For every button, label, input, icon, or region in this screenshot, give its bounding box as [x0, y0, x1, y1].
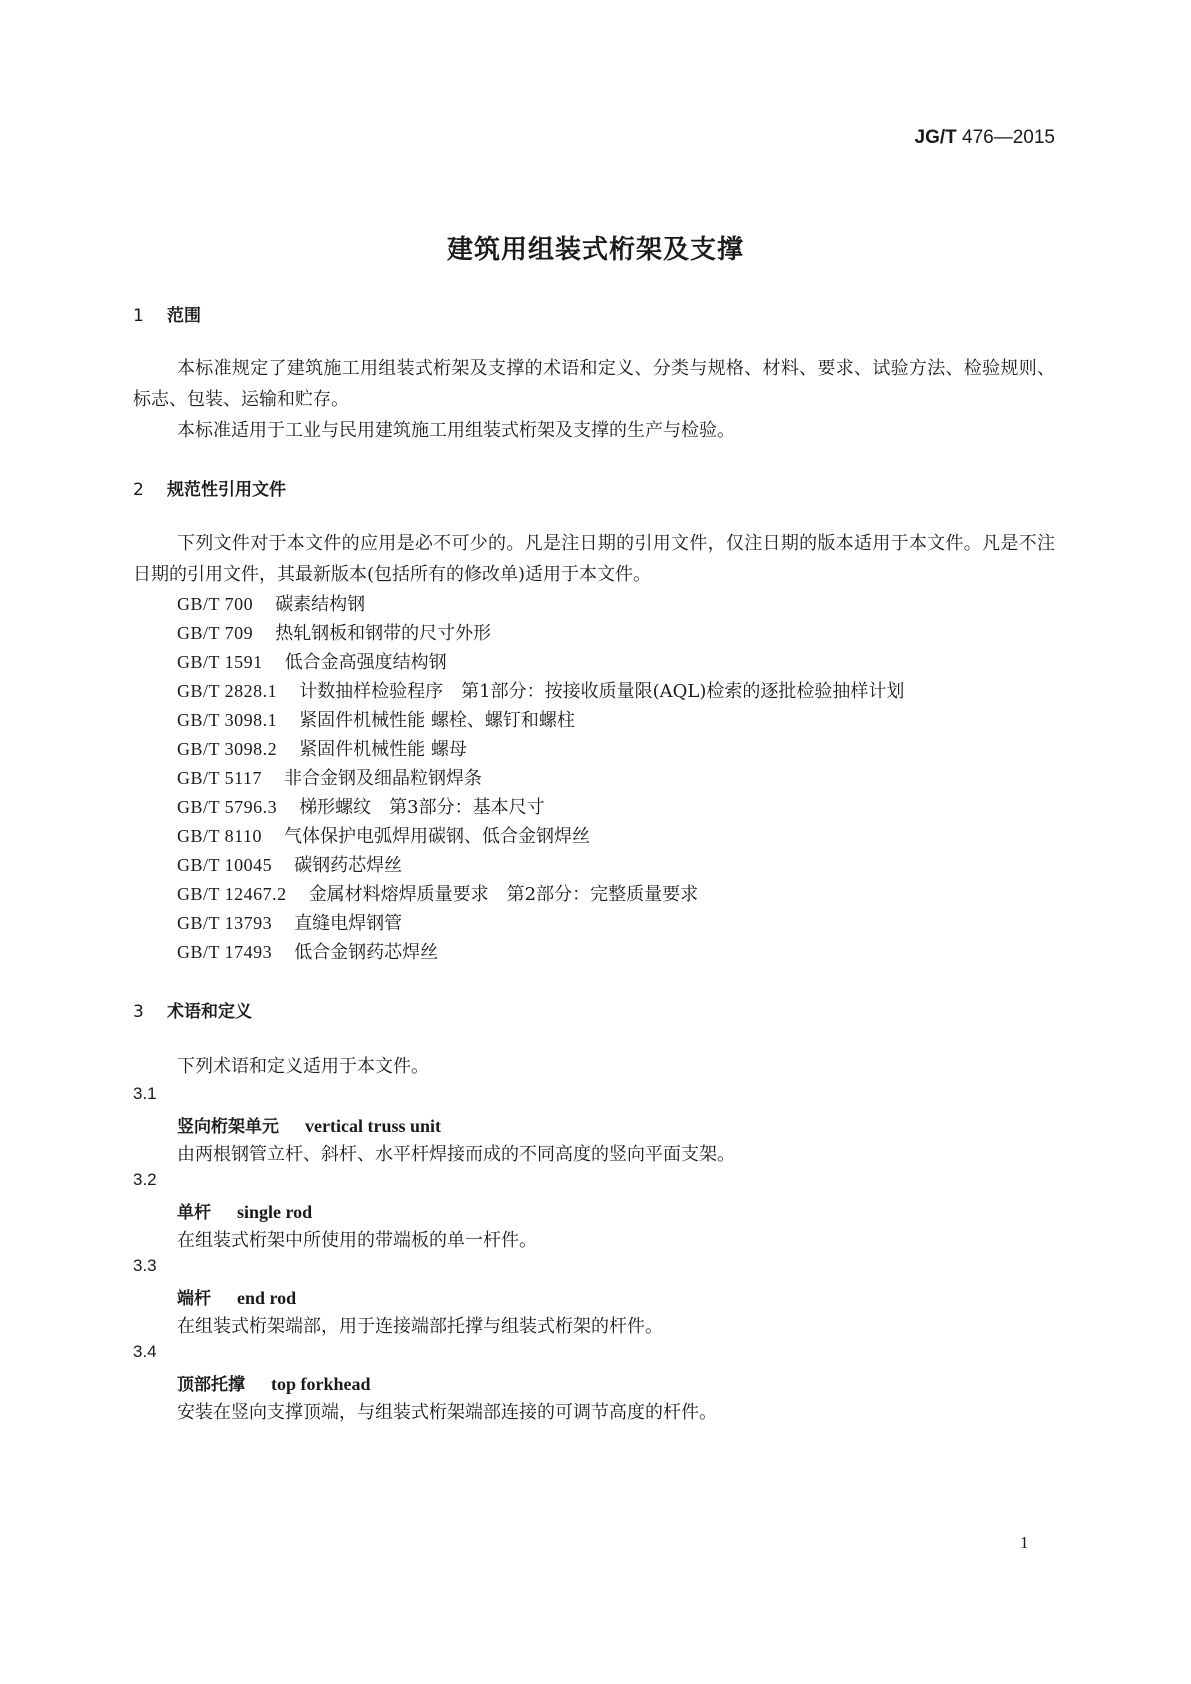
paragraph: 本标准规定了建筑施工用组装式桁架及支撑的术语和定义、分类与规格、材料、要求、试验方法、检验规则、标志、包装、运输和贮存。	[133, 358, 1055, 410]
reference-code: GB/T 5117	[177, 768, 263, 788]
reference-item	[177, 851, 402, 877]
reference-code: GB/T 8110	[177, 826, 263, 846]
reference-item	[177, 619, 491, 645]
section-number: 3	[133, 1002, 144, 1022]
reference-code: GB/T 3098.2	[177, 739, 278, 759]
reference-title: 热轧钢板和钢带的尺寸外形	[275, 623, 492, 644]
reference-item	[177, 880, 698, 906]
reference-code: GB/T 2828.1	[177, 681, 278, 701]
term-zh: 顶部托撑	[177, 1375, 245, 1395]
reference-code: GB/T 709	[177, 623, 254, 643]
reference-item	[177, 677, 904, 703]
term-heading	[177, 1370, 371, 1395]
section-number: 2	[133, 480, 144, 500]
reference-title: 紧固件机械性能 螺栓、螺钉和螺柱	[299, 710, 575, 731]
reference-item	[177, 735, 467, 761]
term-definition: 由两根钢管立杆、斜杆、水平杆焊接而成的不同高度的竖向平面支架。	[177, 1144, 735, 1165]
section-title: 范围	[167, 306, 201, 326]
term-en: single rod	[237, 1202, 313, 1222]
term-number: 3.3	[133, 1256, 157, 1275]
reference-title: 碳钢药芯焊丝	[294, 855, 403, 876]
term-heading	[177, 1284, 296, 1309]
term-heading	[177, 1112, 441, 1137]
reference-item	[177, 909, 402, 935]
reference-title: 低合金高强度结构钢	[284, 652, 447, 673]
reference-title: 梯形螺纹 第3部分：基本尺寸	[299, 797, 545, 818]
term-definition: 在组装式桁架端部，用于连接端部托撑与组装式桁架的杆件。	[177, 1316, 663, 1337]
reference-code: GB/T 17493	[177, 942, 273, 962]
reference-code: GB/T 3098.1	[177, 710, 278, 730]
term-zh: 竖向桁架单元	[177, 1117, 279, 1137]
standard-code-prefix: JG/T	[914, 127, 957, 148]
term-heading	[177, 1198, 312, 1223]
reference-item	[177, 590, 365, 616]
terms-intro	[133, 1051, 1055, 1082]
reference-item	[177, 822, 590, 848]
reference-item	[177, 764, 482, 790]
reference-title: 金属材料熔焊质量要求 第2部分：完整质量要求	[308, 884, 699, 905]
term-en: end rod	[237, 1288, 297, 1308]
reference-item	[177, 706, 575, 732]
reference-title: 直缝电焊钢管	[294, 913, 403, 934]
term-number: 3.1	[133, 1084, 157, 1103]
document-title: 建筑用组装式桁架及支撑	[446, 235, 744, 265]
reference-code: GB/T 1591	[177, 652, 263, 672]
section-number: 1	[133, 306, 144, 326]
paragraph: 下列术语和定义适用于本文件。	[177, 1056, 429, 1077]
term-number: 3.4	[133, 1342, 157, 1361]
standard-code-number: 476—2015	[962, 127, 1055, 148]
reference-item	[177, 648, 447, 674]
reference-title: 气体保护电弧焊用碳钢、低合金钢焊丝	[284, 826, 591, 847]
reference-code: GB/T 12467.2	[177, 884, 287, 904]
scope-text	[133, 353, 1055, 446]
reference-code: GB/T 13793	[177, 913, 273, 933]
page-number: 1	[1020, 1533, 1029, 1552]
reference-code: GB/T 5796.3	[177, 797, 278, 817]
section-heading-normative-references	[133, 475, 286, 500]
section-heading-terms	[133, 997, 252, 1022]
reference-item	[177, 938, 438, 964]
term-en: top forkhead	[271, 1374, 371, 1394]
term-number: 3.2	[133, 1170, 157, 1189]
section-title: 规范性引用文件	[167, 480, 286, 500]
standard-code	[0, 127, 1055, 149]
term-en: vertical truss unit	[305, 1116, 441, 1136]
reference-title: 紧固件机械性能 螺母	[299, 739, 467, 760]
section-title: 术语和定义	[167, 1002, 252, 1022]
term-definition: 安装在竖向支撑顶端，与组装式桁架端部连接的可调节高度的杆件。	[177, 1402, 717, 1423]
section-heading-scope	[133, 301, 201, 326]
paragraph: 本标准适用于工业与民用建筑施工用组装式桁架及支撑的生产与检验。	[177, 420, 735, 441]
reference-code: GB/T 10045	[177, 855, 273, 875]
term-definition: 在组装式桁架中所使用的带端板的单一杆件。	[177, 1230, 537, 1251]
reference-code: GB/T 700	[177, 594, 254, 614]
reference-title: 低合金钢药芯焊丝	[294, 942, 439, 963]
term-zh: 端杆	[177, 1289, 211, 1309]
reference-item	[177, 793, 545, 819]
references-intro	[133, 528, 1055, 590]
reference-title: 计数抽样检验程序 第1部分：按接收质量限(AQL)检索的逐批检验抽样计划	[299, 681, 905, 702]
reference-title: 碳素结构钢	[275, 594, 366, 615]
paragraph: 下列文件对于本文件的应用是必不可少的。凡是注日期的引用文件，仅注日期的版本适用于本文件。凡是不注日期的引用文件，其最新版本(包括所有的修改单)适用于本文件。	[133, 533, 1055, 585]
reference-title: 非合金钢及细晶粒钢焊条	[284, 768, 483, 789]
term-zh: 单杆	[177, 1203, 211, 1223]
